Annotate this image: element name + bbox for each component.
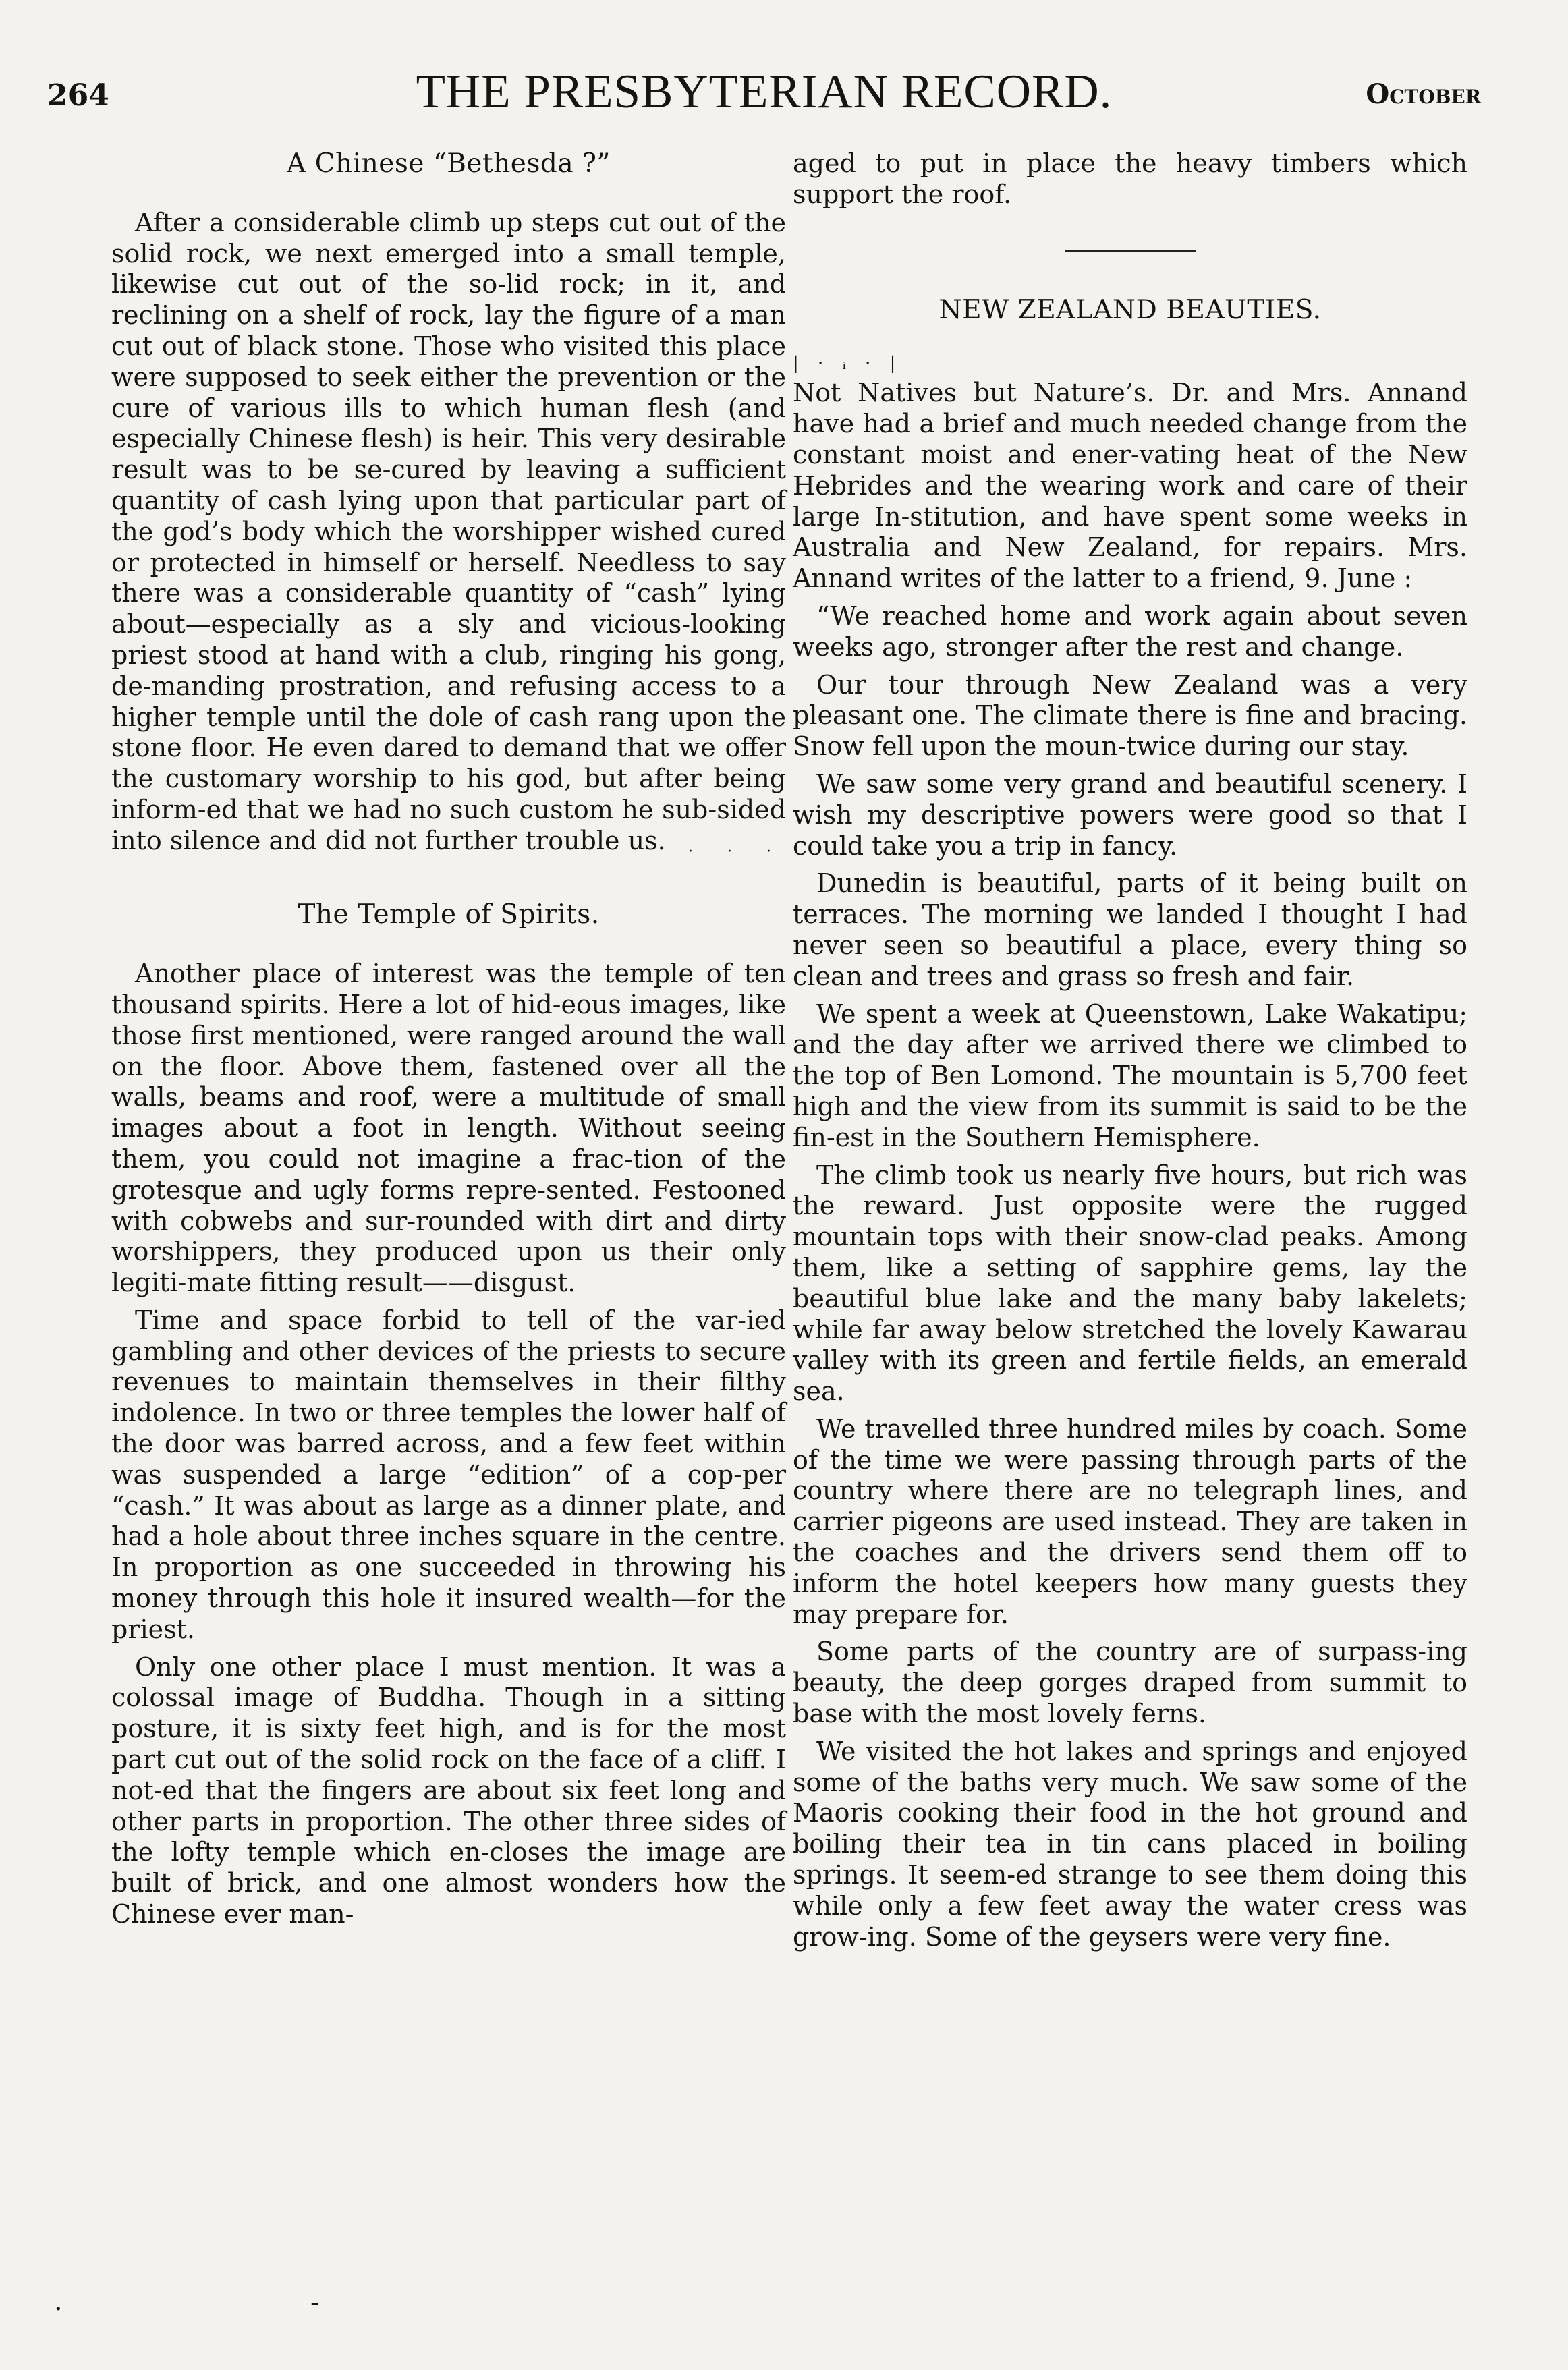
right-column (793, 148, 1467, 1959)
paragraph: Some parts of the country are of surpass-ing beauty, the deep gorges draped from summit to base with the most lovely ferns. (793, 1637, 1467, 1729)
paragraph: We saw some very grand and beautiful scenery. I wish my descriptive powers were good so that I could take you a trip in fancy. (793, 768, 1467, 861)
paragraph: Not Natives but Nature’s. Dr. and Mrs. Annand have had a brief and much needed change from the constant moist and ener-vating heat of the New Hebrides and the wearing work and care of their large In-stitution, and have spent some weeks in Australia and New Zealand, for repairs. Mrs. Annand writes of the latter to a friend, 9. June : (793, 378, 1467, 594)
paragraph: “We reached home and work again about seven weeks ago, stronger after the rest and change. (793, 600, 1467, 662)
paragraph: After a considerable climb up steps cut out of the solid rock, we next emerged into a small temple, likewise cut out of the so-lid rock; in it, and reclining on a shelf of rock, lay the figure of a man cut out of black stone. Those who visited this place were supposed to seek either the prevention or the cure of various ills to which human flesh (and especially Chinese flesh) is heir. This very desirable result was to be se-cured by leaving a sufficient quantity of cash lying upon that particular part of the god’s body which the worshipper wished cured or protected in himself or herself. Needless to say there was a considerable quantity of “cash” lying about—especially as a sly and vicious-looking priest stood at hand with a club, ringing his gong, de-manding prostration, and refusing access to a higher temple until the dole of cash rang upon the stone floor. He even dared to demand that we offer the customary worship to his god, but after being inform-ed that we had no such custom he sub-sided into silence and did not further trouble us. (111, 207, 786, 855)
page-number: 264 (47, 78, 109, 113)
left-column (111, 148, 786, 1937)
paragraph: Our tour through New Zealand was a very pleasant one. The climate there is fine and bracing. Snow fell upon the moun-twice during our stay. (793, 669, 1467, 762)
paragraph: The climb took us nearly five hours, but rich was the reward. Just opposite were the rugged mountain tops with their snow-clad peaks. Among them, like a setting of sapphire gems, lay the beautiful blue lake and the many baby lakelets; while far away below stretched the lovely Kawarau valley with its green and fertile fields, an emerald sea. (793, 1160, 1467, 1407)
paragraph: Only one other place I must mention. It was a colossal image of Buddha. Though in a sitting posture, it is sixty feet high, and is for the most part cut out of the solid rock on the face of a cliff. I not-ed that the fingers are about six feet long and other parts in proportion. The other three sides of the lofty temple which en-closes the image are built of brick, and one almost wonders how the Chinese ever man- (111, 1652, 786, 1929)
paragraph: We visited the hot lakes and springs and enjoyed some of the baths very much. We saw some of the Maoris cooking their food in the hot ground and boiling their tea in tin cans placed in boiling springs. It seem-ed strange to see them doing this while only a few feet away the water cress was grow-ing. Some of the geysers were very fine. (793, 1736, 1467, 1952)
paragraph: Another place of interest was the temple of ten thousand spirits. Here a lot of hid-eous images, like those first mentioned, were ranged around the wall on the floor. Above them, fastened over all the walls, beams and roof, were a multitude of small images about a foot in length. Without seeing them, you could not imagine a frac-tion of the grotesque and ugly forms repre-sented. Festooned with cobwebs and sur-rounded with dirt and dirty worshippers, they produced upon us their only legiti-mate fitting result——disgust. (111, 959, 786, 1298)
paragraph: We spent a week at Queenstown, Lake Wakatipu; and the day after we arrived there we climbed to the top of Ben Lomond. The mountain is 5,700 feet high and the view from its summit is said to be the fin-est in the Southern Hemisphere. (793, 998, 1467, 1152)
print-specks: | · ᵢ · | (793, 354, 903, 374)
footer-marks (54, 2287, 324, 2341)
article-heading-bethesda: A Chinese “Bethesda ?” (287, 148, 611, 179)
article-heading-temple-of-spirits: The Temple of Spirits. (298, 899, 600, 930)
dot-ornament: · · · (688, 843, 786, 860)
page-header (47, 65, 1481, 125)
paragraph-continued: aged to put in place the heavy timbers which support the roof. (793, 148, 1467, 209)
paragraph: We travelled three hundred miles by coach. Some of the time we were passing through parts of the country where there are no telegraph lines, and carrier pigeons are used instead. They are taken in the coaches and the drivers send them off to inform the hotel keepers how many guests they may prepare for. (793, 1413, 1467, 1629)
paragraph: Time and space forbid to tell of the var-ied gambling and other devices of the priests to secure revenues to maintain themselves in their filthy indolence. In two or three temples the lower half of the door was barred across, and a few feet within was suspended a large “edition” of a cop-per “cash.” It was about as large as a dinner plate, and had a hole about three inches square in the centre. In proportion as one succeeded in throwing his money through this hole it insured wealth—for the priest. (111, 1305, 786, 1644)
footer-dash: - (310, 2287, 320, 2318)
issue-month: October (1366, 78, 1481, 110)
footer-dot: · (54, 2294, 63, 2325)
article-heading-new-zealand: NEW ZEALAND BEAUTIES. (939, 294, 1322, 325)
journal-title: THE PRESBYTERIAN RECORD. (416, 65, 1113, 118)
paragraph: Dunedin is beautiful, parts of it being built on terraces. The morning we landed I thought I had never seen so beautiful a place, every thing so clean and trees and grass so fresh and fair. (793, 868, 1467, 991)
section-divider (1065, 250, 1196, 252)
